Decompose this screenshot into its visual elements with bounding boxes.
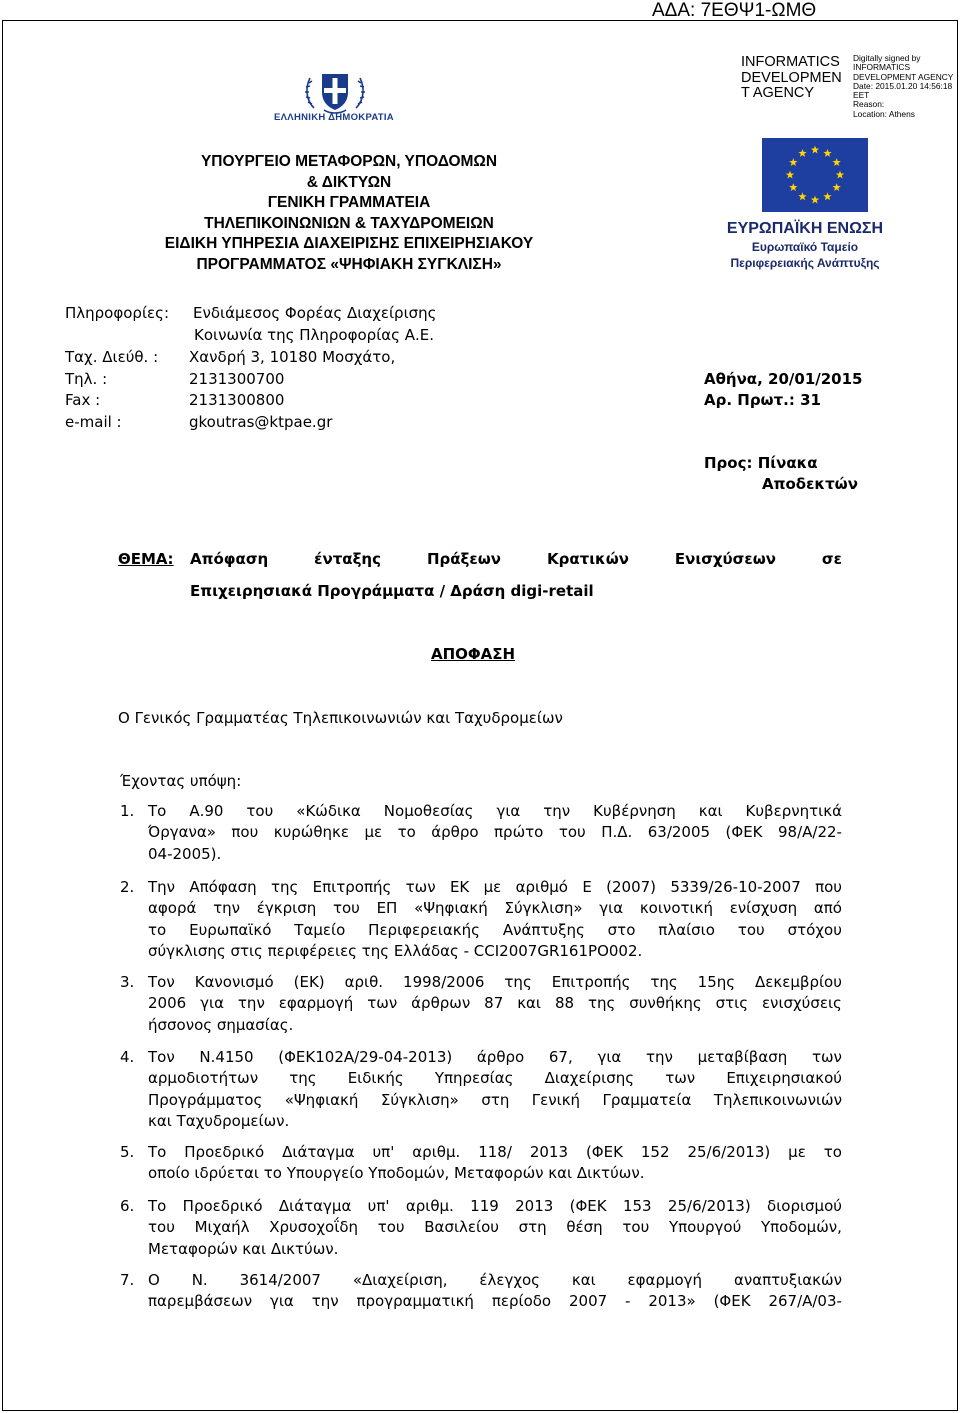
item-text-line (148, 801, 842, 822)
signature-detail-line: DEVELOPMENT AGENCY (853, 71, 954, 82)
item-text-line (148, 920, 842, 941)
item-word: - (625, 1292, 631, 1311)
item-word: Χρυσοχοΐδη (269, 1218, 358, 1237)
subject-word: Κρατικών (546, 550, 629, 568)
item-text-line (148, 1196, 842, 1217)
decision-heading: ΑΠΟΦΑΣΗ (431, 645, 516, 663)
signature-detail-line: Digitally signed by (853, 53, 921, 63)
item-word: συνθήκης (629, 994, 702, 1013)
item-word: έλεγχος (479, 1271, 540, 1289)
eu-flag-icon (762, 138, 868, 212)
item-word: την (645, 1048, 673, 1066)
item-word: Επιχειρησιακού (726, 1069, 842, 1088)
item-word: ΕΚ (449, 878, 470, 896)
item-text-line (148, 1270, 842, 1291)
item-word: Δεκεμβρίου (755, 973, 842, 991)
protocol-number: Αρ. Πρωτ.: 31 (704, 391, 821, 409)
item-text-line: οποίο ιδρύεται το Υπουργείο Υποδομών, Μεταφορών και Δικτύων. (148, 1164, 645, 1183)
subject-line-2: Επιχειρησιακά Προγράμματα / Δράση digi-retail (190, 582, 594, 600)
item-word: περίοδο (491, 1292, 552, 1311)
signature-org-line: INFORMATICS (741, 54, 840, 70)
eu-subtitle: Περιφερειακής Ανάπτυξης (730, 256, 880, 270)
item-word: του (737, 920, 765, 939)
item-word: αφορά (148, 899, 197, 918)
item-word: της (504, 973, 532, 991)
ministry-line: ΠΡΟΓΡΑΜΜΑΤΟΣ «ΨΗΦΙΑΚΗ ΣΥΓΚΛΙΣΗ» (196, 255, 502, 273)
item-word: ΕΠ (376, 899, 398, 918)
item-word: Ε (582, 878, 592, 896)
item-text-line (148, 898, 842, 919)
item-word: παρεμβάσεων (148, 1292, 253, 1311)
item-word: Ν. (191, 1271, 208, 1289)
item-word: Διάταγμα (278, 1197, 352, 1215)
item-word: 88 (554, 994, 575, 1013)
item-word: Προγράμματος (148, 1090, 263, 1109)
item-word: αριθ. (344, 973, 384, 991)
item-word: Προεδρικό (184, 1143, 265, 1161)
item-word: Υπουργού (668, 1218, 742, 1237)
item-word: για (269, 1292, 294, 1311)
item-word: Ευρωπαϊκό (189, 920, 272, 939)
item-word: Περιφερειακής (368, 920, 480, 939)
item-text-line (148, 1291, 842, 1312)
item-text (148, 1047, 842, 1133)
item-word: Ταμείο (294, 920, 346, 939)
item-text-line (148, 1068, 842, 1089)
ministry-line: ΥΠΟΥΡΓΕΙΟ ΜΕΤΑΦΟΡΩΝ, ΥΠΟΔΟΜΩΝ (200, 153, 498, 170)
item-number: 5. (120, 1143, 135, 1161)
item-word: του (332, 899, 360, 918)
item-word: «Κώδικα (296, 802, 361, 820)
item-word: των (367, 994, 398, 1013)
item-text-line: σύγκλισης στις περιφέρειες της Ελλάδας - CCI2007GR161PO002. (148, 942, 643, 961)
item-word: (ΦΕΚ102Α/29-04-2013) (278, 1048, 453, 1066)
item-word: 119 (470, 1197, 499, 1215)
item-word: άρθρο (431, 823, 479, 842)
item-word: Βασιλείου (424, 1218, 499, 1237)
item-word: με (788, 1143, 806, 1161)
item-word: που (815, 878, 842, 896)
item-text (148, 1196, 842, 1260)
subject-word: Ενισχύσεων (674, 550, 776, 568)
eu-title: ΕΥΡΩΠΑΪΚΗ ΕΝΩΣΗ (726, 220, 884, 237)
item-word: «Διαχείριση, (352, 1271, 448, 1289)
item-word: 152 (640, 1143, 670, 1161)
item-word: έγκριση (256, 899, 317, 918)
item-word: Υπηρεσίας (434, 1069, 514, 1088)
item-number: 4. (120, 1048, 135, 1066)
item-word: την (237, 994, 265, 1013)
item-text-line (148, 1217, 842, 1238)
item-word: 2006 (148, 994, 187, 1013)
item-word: υπ' (367, 1197, 390, 1215)
item-word: (ΦΕΚ (725, 823, 763, 842)
item-word: 98/Α/22- (777, 823, 842, 842)
item-word: 63/2005 (647, 823, 711, 842)
item-word: της (289, 1069, 317, 1088)
item-word: (ΦΕΚ (569, 1197, 607, 1215)
item-word: των (405, 878, 436, 896)
item-word: Τον (148, 1048, 175, 1066)
subject-word: ένταξης (314, 550, 382, 568)
item-word: ενισχύσεις (761, 994, 842, 1013)
item-word: 3614/2007 (239, 1271, 321, 1289)
item-word: «Ψηφιακή (284, 1090, 359, 1109)
item-word: του (558, 823, 586, 842)
ministry-line: ΤΗΛΕΠΙΚΟΙΝΩΝΙΩΝ & ΤΑΧΥΔΡΟΜΕΙΩΝ (204, 214, 494, 232)
item-word: για (597, 1048, 622, 1066)
item-text-line: και Ταχυδρομείων. (148, 1112, 290, 1131)
item-text (148, 1270, 842, 1313)
signature-org-line: T AGENCY (741, 85, 815, 101)
item-word: Διάταγμα (282, 1143, 355, 1161)
item-word: των (665, 1069, 696, 1088)
item-word: «Ψηφιακή (414, 899, 488, 918)
info-value: Ενδιάμεσος Φορέας Διαχείρισης (193, 304, 437, 322)
item-word: άρθρο (476, 1048, 525, 1066)
item-word: 2013 (529, 1143, 569, 1161)
item-word: (ΕΚ) (293, 973, 325, 991)
item-word: αριθμ. (405, 1197, 454, 1215)
info-label: Πληροφορίες: (65, 304, 169, 322)
item-word: Κυβέρνηση (593, 802, 676, 820)
signature-detail-line: Location: Athens (853, 108, 915, 119)
item-word: 25/6/2013) (667, 1197, 751, 1215)
item-word: Ν.4150 (199, 1048, 254, 1066)
item-word: την (213, 899, 241, 918)
item-text-line: 04-2005). (148, 844, 222, 863)
item-text (148, 801, 842, 865)
item-word: στη (481, 1090, 510, 1109)
item-word: για (496, 802, 521, 820)
item-word: και (571, 1271, 596, 1289)
item-word: Όργανα» (148, 823, 216, 842)
item-word: και (517, 994, 541, 1013)
subject-word: Πράξεων (426, 550, 502, 568)
item-word: στο (607, 920, 636, 939)
item-text-line: ήσσονος σημασίας. (148, 1015, 294, 1034)
item-word: του (148, 1218, 175, 1237)
item-word: Α.90 (189, 802, 224, 820)
item-word: πρώτο (494, 823, 544, 842)
subject-word: σε (821, 550, 842, 568)
item-word: με (364, 823, 383, 842)
item-word: 87 (484, 994, 504, 1013)
item-word: (ΦΕΚ (585, 1143, 623, 1161)
eu-logo-text (706, 219, 904, 271)
ministry-line: ΓΕΝΙΚΗ ΓΡΑΜΜΑΤΕΙΑ (267, 194, 431, 212)
item-number: 2. (120, 878, 135, 896)
greek-republic-label: ΕΛΛΗΝΙΚΗ ΔΗΜΟΚΡΑΤΙΑ (274, 112, 394, 123)
signature-org-line: DEVELOPMEN (741, 69, 842, 86)
phone-label: Τηλ. : (65, 370, 108, 388)
item-word: Ειδικής (347, 1069, 404, 1088)
item-text-line (148, 822, 842, 843)
item-word: Επιτροπής (312, 878, 392, 896)
signature-detail-line: INFORMATICS (853, 62, 911, 73)
item-word: Σύγκλιση» (380, 1090, 459, 1109)
item-word: αρμοδιοτήτων (148, 1069, 259, 1088)
item-word: εφαρμογή (627, 1271, 703, 1289)
item-text (148, 877, 842, 963)
item-word: ενίσχυση (729, 899, 798, 918)
info-value-continued: Κοινωνία της Πληροφορίας Α.Ε. (194, 326, 435, 344)
item-number: 3. (120, 973, 135, 991)
recipient-line: Προς: Πίνακα (704, 454, 818, 472)
item-word: αναπτυξιακών (733, 1271, 842, 1289)
considering-line: Έχοντας υπόψη: (120, 772, 242, 790)
subject-label: ΘΕΜΑ: (118, 550, 174, 568)
ministry-line: ΕΙΔΙΚΗ ΥΠΗΡΕΣΙΑ ΔΙΑΧΕΙΡΙΣΗΣ ΕΠΙΧΕΙΡΗΣΙΑΚΟΥ (164, 235, 534, 253)
item-word: αριθμ. (412, 1143, 461, 1161)
item-word: Τον (148, 973, 175, 991)
item-word: στη (518, 1218, 547, 1237)
email-label: e-mail : (65, 413, 122, 431)
item-word: διορισμού (767, 1197, 842, 1215)
recipient-line: Αποδεκτών (762, 475, 858, 493)
item-number: 7. (120, 1271, 135, 1289)
item-word: το (823, 1143, 842, 1161)
item-word: στις (715, 994, 749, 1013)
item-word: Απόφαση (189, 878, 257, 896)
item-word: 2013 (515, 1197, 554, 1215)
item-text-line (148, 1142, 842, 1163)
item-word: εφαρμογή (278, 994, 354, 1013)
secretary-line: Ο Γενικός Γραμματέας Τηλεπικοινωνιών και Ταχυδρομείων (118, 709, 563, 727)
item-word: υπ' (372, 1143, 395, 1161)
item-word: Π.Δ. (601, 823, 633, 842)
item-word: πλαίσιο (658, 920, 715, 939)
item-word: 67, (548, 1048, 573, 1066)
item-number: 1. (120, 802, 135, 820)
item-word: 15ης (697, 973, 736, 991)
item-word: 1998/2006 (403, 973, 485, 991)
item-word: κοινοτική (639, 899, 713, 918)
item-word: θέση (566, 1218, 603, 1237)
fax-value: 2131300800 (189, 391, 285, 409)
item-word: την (311, 1292, 339, 1311)
item-number: 6. (120, 1197, 135, 1215)
fax-label: Fax : (65, 391, 101, 409)
item-word: από (813, 899, 842, 918)
item-word: με (483, 878, 502, 896)
item-text-line (148, 993, 842, 1014)
item-text-line (148, 972, 842, 993)
item-word: προγραμματική (356, 1292, 474, 1311)
item-word: το (397, 823, 416, 842)
item-word: Διαχείρισης (544, 1069, 635, 1088)
item-word: 118/ (478, 1143, 512, 1161)
signature-detail-line: Date: 2015.01.20 14:56:18 (853, 80, 953, 91)
item-word: 25/6/2013) (687, 1143, 771, 1161)
item-word: Προεδρικό (182, 1197, 263, 1215)
ministry-header (118, 152, 580, 276)
address-label: Ταχ. Διεύθ. : (65, 348, 159, 366)
item-word: Την (148, 878, 176, 896)
item-word: Σύγκλιση» (504, 899, 583, 918)
item-word: της (587, 994, 616, 1013)
address-value: Χανδρή 3, 10180 Μοσχάτο, (189, 348, 396, 366)
item-word: που (231, 823, 259, 842)
item-word: Μιχαήλ (194, 1218, 250, 1237)
signature-organization (741, 55, 851, 102)
item-word: Νομοθεσίας (383, 802, 474, 820)
item-word: του (246, 802, 274, 820)
ada-code: ΑΔΑ: 7ΕΘΨ1-ΩΜΘ (652, 0, 817, 21)
item-word: Το (148, 1197, 167, 1215)
item-text-line (148, 1090, 842, 1111)
item-word: του (622, 1218, 650, 1237)
item-word: το (148, 920, 167, 939)
item-word: της (650, 973, 678, 991)
document-date: Αθήνα, 20/01/2015 (704, 370, 863, 388)
signature-details (853, 54, 957, 119)
item-text (148, 972, 842, 1036)
item-word: 153 (622, 1197, 652, 1215)
item-word: του (377, 1218, 405, 1237)
item-word: άρθρων (411, 994, 471, 1013)
item-word: της (270, 878, 299, 896)
phone-value: 2131300700 (189, 370, 285, 388)
item-word: 2007 (568, 1292, 608, 1311)
item-word: Ο (148, 1271, 160, 1289)
item-text (148, 1142, 842, 1185)
item-word: Επιτροπής (551, 973, 631, 991)
item-word: Τηλεπικοινωνιών (713, 1090, 842, 1109)
ministry-line: & ΔΙΚΤΥΩΝ (306, 173, 392, 191)
item-word: στόχου (787, 920, 842, 939)
item-word: και (698, 802, 723, 820)
subject-word: Απόφαση (190, 550, 269, 568)
item-word: μεταβίβαση (697, 1048, 788, 1066)
item-word: 2013» (648, 1292, 696, 1311)
signature-detail-line: Reason: (853, 99, 885, 110)
item-word: κυρώθηκε (273, 823, 349, 842)
email-value: gkoutras@ktpae.gr (189, 413, 333, 431)
item-word: για (599, 899, 624, 918)
item-word: των (811, 1048, 842, 1066)
item-word: 267/Α/03- (768, 1292, 842, 1311)
signature-detail-line: EET (853, 90, 870, 101)
item-word: Το (148, 1143, 167, 1161)
item-text-line (148, 1047, 842, 1068)
subject-line-1 (190, 550, 842, 568)
item-word: Κανονισμό (194, 973, 274, 991)
item-text-line (148, 877, 842, 898)
item-word: (2007) (606, 878, 657, 896)
item-word: Κυβερνητικά (745, 802, 842, 820)
item-word: αριθμό (515, 878, 568, 896)
item-word: Γραμματεία (602, 1090, 692, 1109)
eu-subtitle: Ευρωπαϊκό Ταμείο (751, 240, 859, 254)
item-text-line: Μεταφορών και Δικτύων. (148, 1239, 339, 1258)
item-word: για (200, 994, 224, 1013)
item-word: Ανάπτυξης (502, 920, 585, 939)
item-word: Το (148, 802, 167, 820)
item-word: (ΦΕΚ (713, 1292, 751, 1311)
item-word: Γενική (531, 1090, 581, 1109)
item-word: Υποδομών, (760, 1218, 842, 1237)
item-word: την (543, 802, 571, 820)
item-word: 5339/26-10-2007 (670, 878, 801, 896)
